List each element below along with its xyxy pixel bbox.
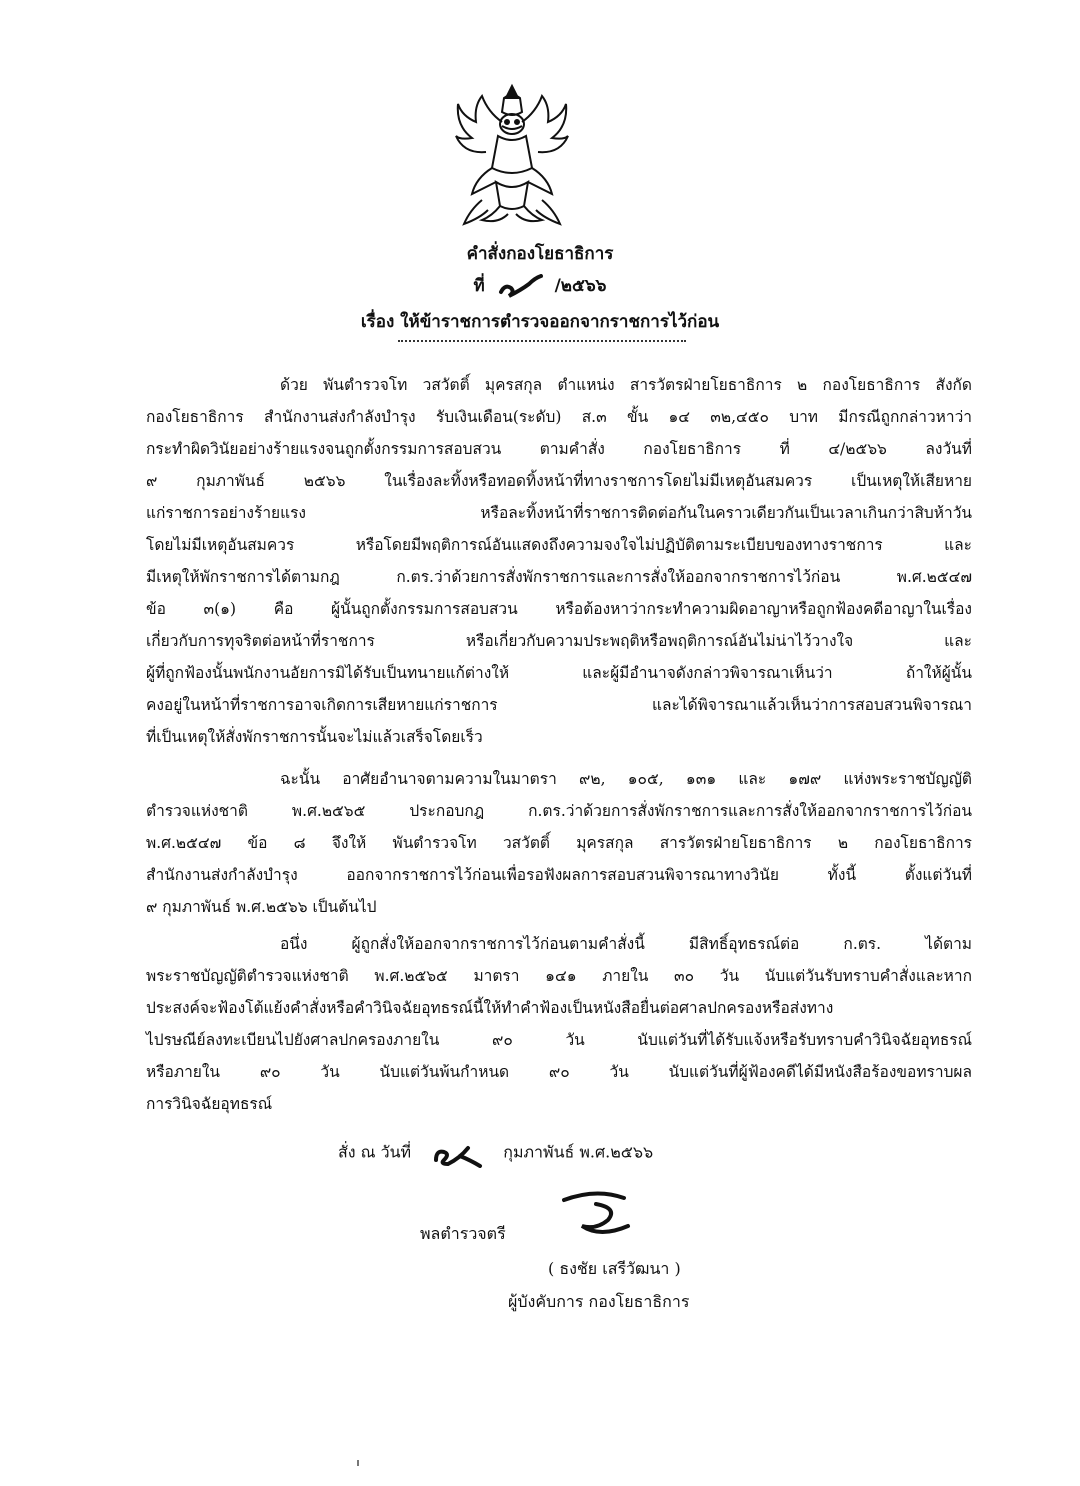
paragraph-line: คงอยู่ในหน้าที่ราชการอาจเกิดการเสียหายแก่ราชการ และได้พิจารณาแล้วเห็นว่าการสอบสวนพิจารณา [146, 696, 972, 714]
paragraph-line: กระทำผิดวินัยอย่างร้ายแรงจนถูกตั้งกรรมการสอบสวน ตามคำสั่ง กองโยธาธิการ ที่ ๔/๒๕๖๖ ลงวันที่ [146, 440, 972, 458]
paragraph-3 [146, 928, 972, 1120]
paragraph-line: หรือภายใน ๙๐ วัน นับแต่วันพ้นกำหนด ๙๐ วัน นับแต่วันที่ผู้ฟ้องคดีได้มีหนังสือร้องขอทราบผล [146, 1063, 972, 1081]
paragraph-line: พระราชบัญญัติตำรวจแห่งชาติ พ.ศ.๒๕๖๕ มาตรา ๑๔๑ ภายใน ๓๐ วัน นับแต่วันรับทราบคำสั่งและหาก [146, 967, 972, 985]
order-title: คำสั่งกองโยธาธิการ [466, 244, 614, 264]
paragraph-line: อนึ่ง ผู้ถูกสั่งให้ออกจากราชการไว้ก่อนตามคำสั่งนี้ มีสิทธิ์อุทธรณ์ต่อ ก.ตร. ได้ตาม [280, 935, 972, 953]
order-date-suffix: กุมภาพันธ์ พ.ศ.๒๕๖๖ [503, 1142, 654, 1162]
paragraph-line: ตำรวจแห่งชาติ พ.ศ.๒๕๖๕ ประกอบกฎ ก.ตร.ว่าด้วยการสั่งพักราชการและการสั่งให้ออกจากราชการไว้ก่อน [146, 802, 972, 820]
paragraph-1 [146, 369, 972, 753]
paragraph-line: ๙ กุมภาพันธ์ ๒๕๖๖ ในเรื่องละทิ้งหรือทอดทิ้งหน้าที่ทางราชการโดยไม่มีเหตุอันสมควร เป็นเหตุให้เสียหาย [146, 472, 972, 490]
order-subject: เรื่อง ให้ข้าราชการตำรวจออกจากราชการไว้ก่อน [360, 312, 720, 332]
order-number-prefix: ที่ [473, 276, 485, 296]
paragraph-line: กองโยธาธิการ สำนักงานส่งกำลังบำรุง รับเงินเดือน(ระดับ) ส.๓ ขั้น ๑๔ ๓๒,๔๕๐ บาท มีกรณีถูกกล่าวหาว่า [146, 408, 972, 426]
signer-name: ( ธงชัย เสรีวัฒนา ) [548, 1259, 681, 1278]
paragraph-line: สำนักงานส่งกำลังบำรุง ออกจากราชการไว้ก่อนเพื่อรอฟังผลการสอบสวนพิจารณาทางวินัย ทั้งนี้ ตั้งแต่วันที่ [146, 866, 972, 884]
paragraph-line: ที่เป็นเหตุให้สั่งพักราชการนั้นจะไม่แล้วเสร็จโดยเร็ว [146, 728, 483, 746]
scan-mark [357, 1460, 359, 1466]
paragraph-2 [146, 763, 972, 923]
paragraph-line: ประสงค์จะฟ้องโต้แย้งคำสั่งหรือคำวินิจฉัยอุทธรณ์นี้ให้ทำคำฟ้องเป็นหนังสือยื่นต่อศาลปกครองหรือส่งทาง [146, 999, 834, 1017]
paragraph-line: ไปรษณีย์ลงทะเบียนไปยังศาลปกครองภายใน ๙๐ วัน นับแต่วันที่ได้รับแจ้งหรือรับทราบคำวินิจฉัยอุทธรณ์ [146, 1031, 972, 1049]
order-number [0, 272, 1080, 300]
paragraph-line: ฉะนั้น อาศัยอำนาจตามความในมาตรา ๙๒, ๑๐๕, ๑๓๑ และ ๑๗๙ แห่งพระราชบัญญัติ [280, 770, 972, 788]
paragraph-line: เกี่ยวกับการทุจริตต่อหน้าที่ราชการ หรือเกี่ยวกับความประพฤติหรือพฤติการณ์อันไม่น่าไว้วางใจ และ [146, 632, 972, 650]
paragraph-line: ๙ กุมภาพันธ์ พ.ศ.๒๕๖๖ เป็นต้นไป [146, 898, 377, 916]
paragraph-line: ด้วย พันตำรวจโท วสวัตติ์ มุครสกุล ตำแหน่ง สารวัตรฝ่ายโยธาธิการ ๒ กองโยธาธิการ สังกัด [280, 376, 972, 394]
signer-position: ผู้บังคับการ กองโยธาธิการ [508, 1292, 690, 1311]
handwritten-number-icon [495, 274, 545, 300]
signature-icon [556, 1186, 636, 1246]
order-number-suffix: /๒๕๖๖ [554, 276, 607, 296]
paragraph-line: การวินิจฉัยอุทธรณ์ [146, 1095, 273, 1113]
paragraph-line: โดยไม่มีเหตุอันสมควร หรือโดยมีพฤติการณ์อันแสดงถึงความจงใจไม่ปฏิบัติตามระเบียบของทางราชการ และ [146, 536, 972, 554]
paragraph-line: ผู้ที่ถูกฟ้องนั้นพนักงานอัยการมิได้รับเป็นทนายแก้ต่างให้ และผู้มีอำนาจดังกล่าวพิจารณาเห็นว่า ถ้าให้ผู้นั้น [146, 664, 972, 682]
paragraph-line: พ.ศ.๒๕๔๗ ข้อ ๘ จึงให้ พันตำรวจโท วสวัตติ์ มุครสกุล สารวัตรฝ่ายโยธาธิการ ๒ กองโยธาธิการ [146, 834, 972, 852]
paragraph-line: ข้อ ๓(๑) คือ ผู้นั้นถูกตั้งกรรมการสอบสวน หรือต้องหาว่ากระทำความผิดอาญาหรือถูกฟ้องคดีอาญาในเรื่อง [146, 600, 972, 618]
order-date [338, 1138, 653, 1168]
handwritten-day-icon [430, 1138, 484, 1168]
garuda-emblem-icon [452, 82, 572, 230]
paragraph-line: มีเหตุให้พักราชการได้ตามกฎ ก.ตร.ว่าด้วยการสั่งพักราชการและการสั่งให้ออกจากราชการไว้ก่อน พ.ศ.๒๕๔๗ [146, 568, 972, 586]
order-date-prefix: สั่ง ณ วันที่ [338, 1142, 412, 1162]
paragraph-line: แก่ราชการอย่างร้ายแรง หรือละทิ้งหน้าที่ราชการติดต่อกันในคราวเดียวกันเป็นเวลาเกินกว่าสิบห้าวัน [146, 504, 972, 522]
separator-line [398, 340, 686, 342]
signer-rank: พลตำรวจตรี [420, 1224, 506, 1243]
